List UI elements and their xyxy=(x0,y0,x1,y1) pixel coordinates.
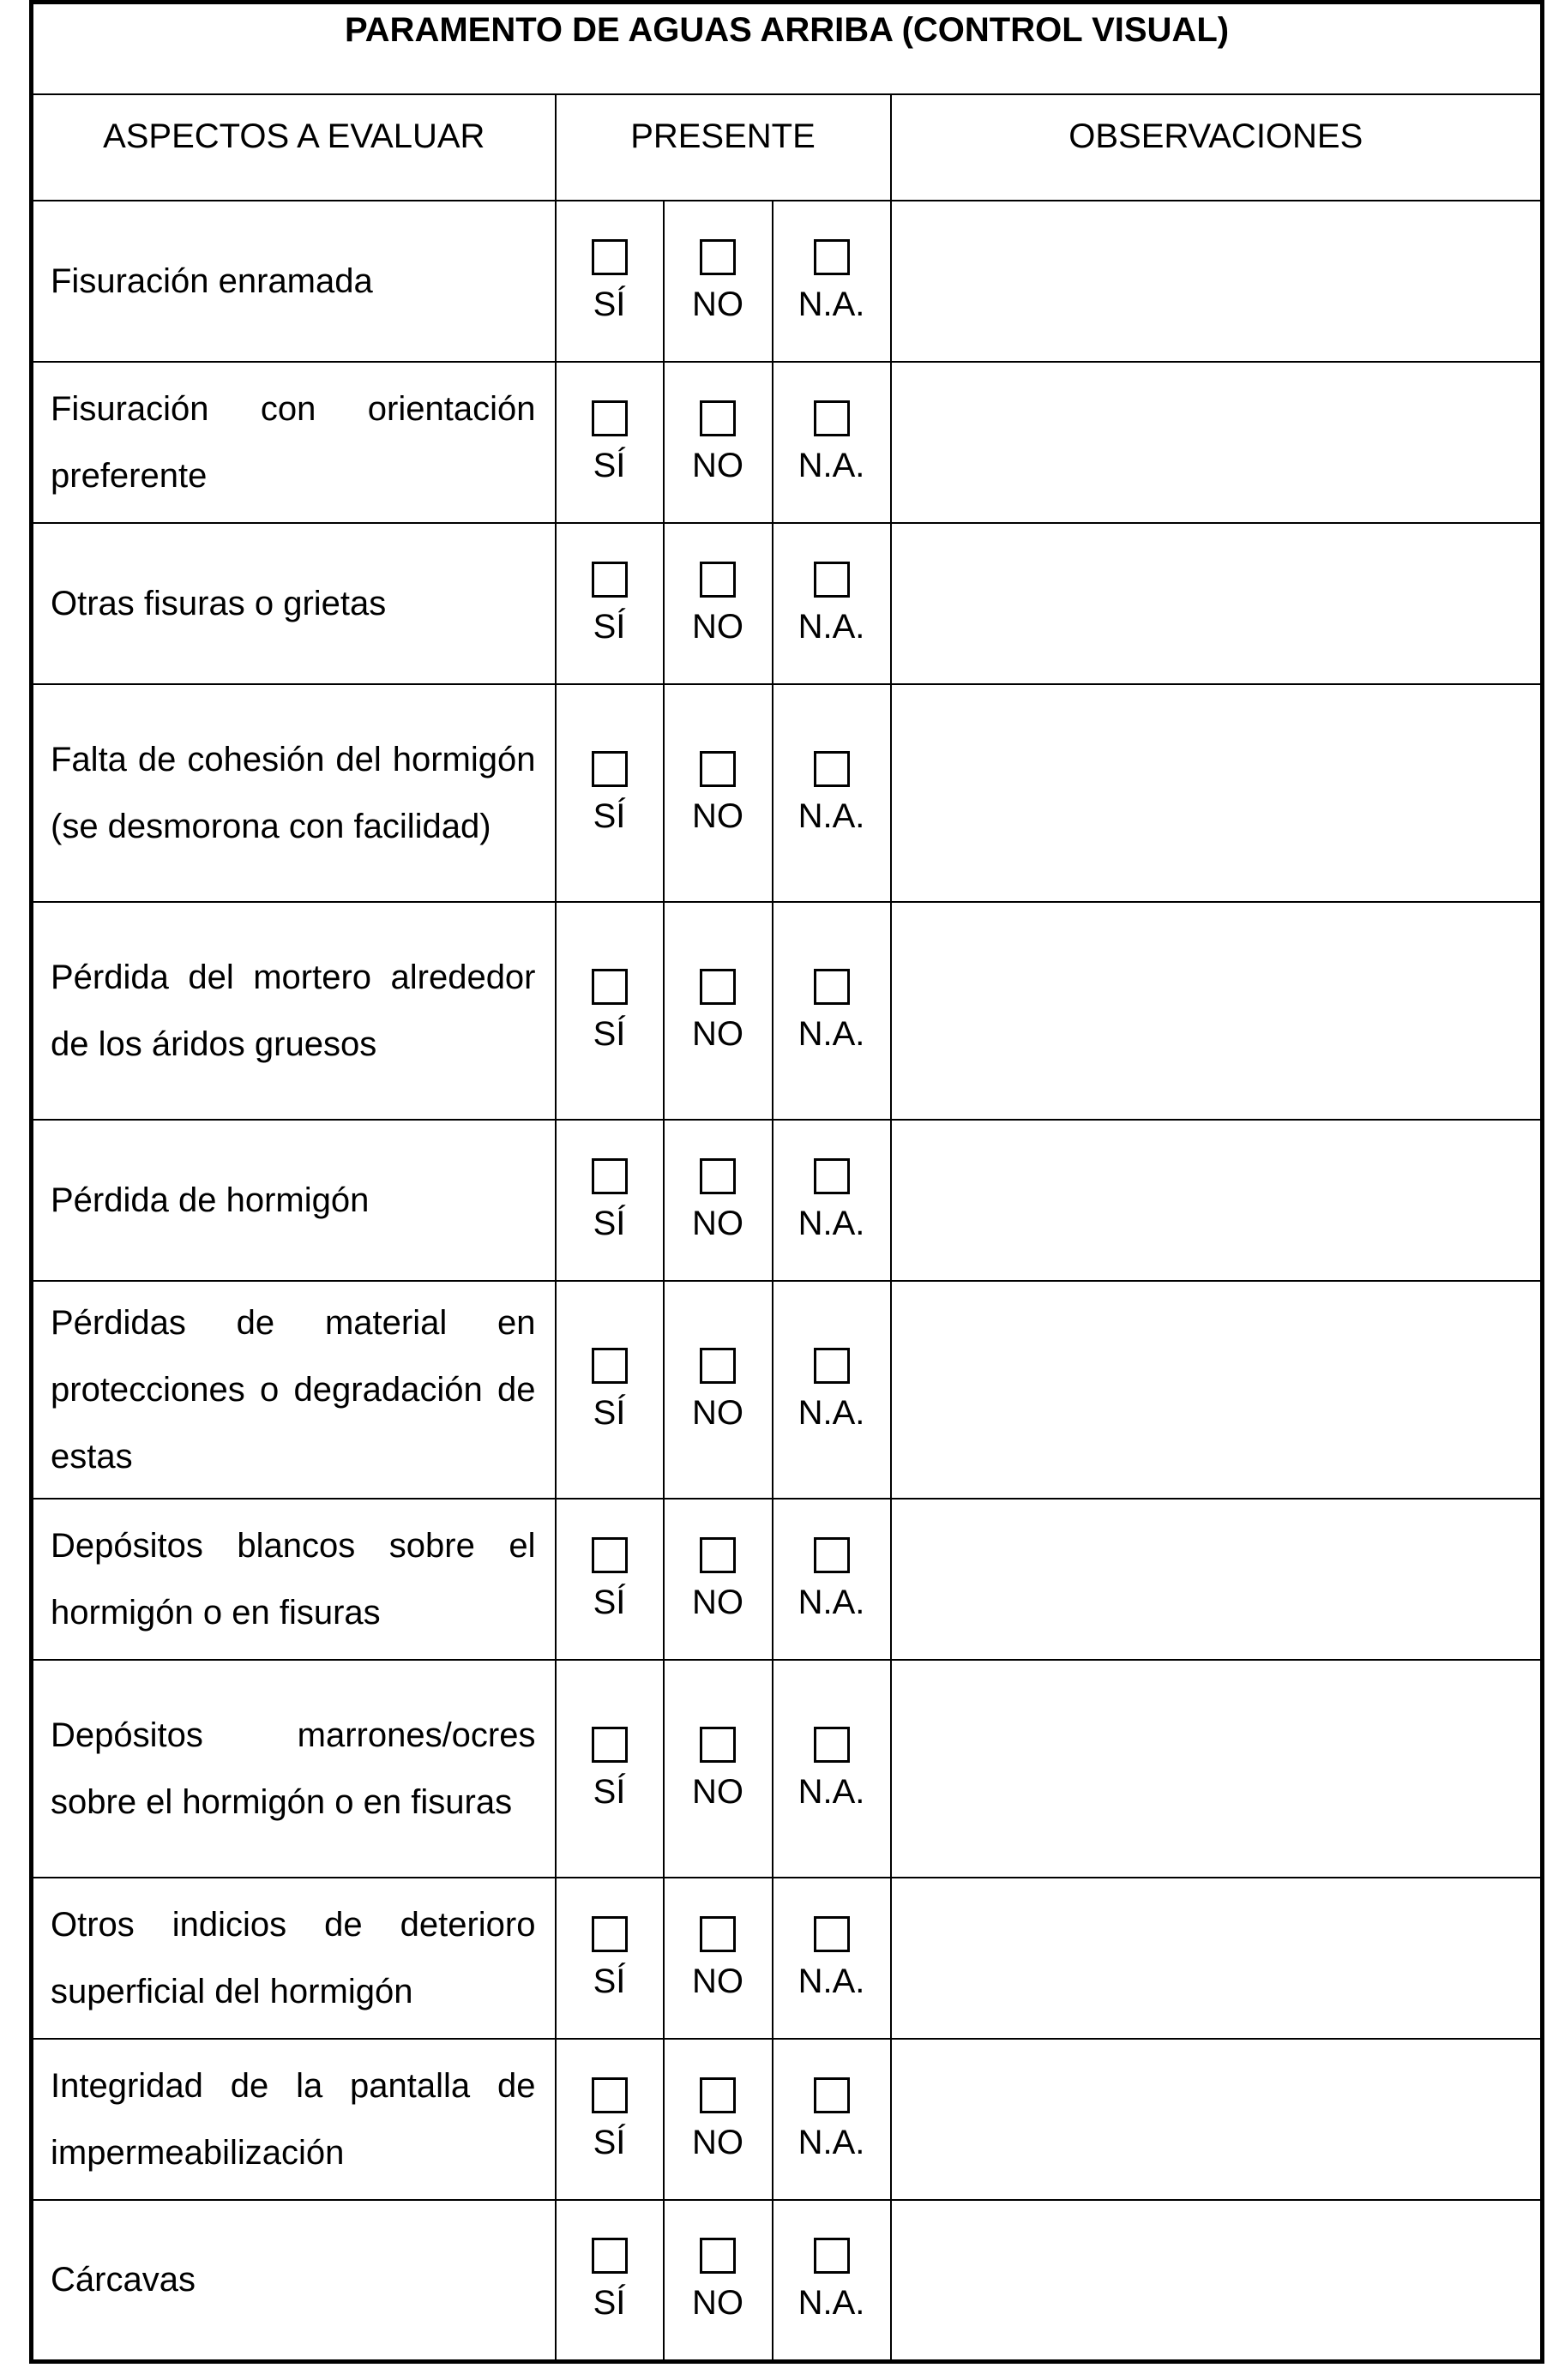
option-label-yes: SÍ xyxy=(593,1772,626,1811)
checkbox-na[interactable] xyxy=(814,562,850,598)
checkbox-na[interactable] xyxy=(814,751,850,787)
option-label-yes: SÍ xyxy=(593,1962,626,2000)
option-label-no: NO xyxy=(692,285,743,323)
checkbox-yes[interactable] xyxy=(592,2077,628,2113)
checkbox-yes[interactable] xyxy=(592,1158,628,1194)
option-cell-no xyxy=(664,1878,773,2039)
aspect-label: Integridad de la pantalla de impermeabilización xyxy=(32,2039,556,2200)
option-group xyxy=(557,751,663,836)
checkbox-yes[interactable] xyxy=(592,2238,628,2274)
aspect-label: Pérdidas de material en protecciones o degradación de estas xyxy=(32,1281,556,1499)
option-group xyxy=(557,1348,663,1433)
option-group xyxy=(665,562,772,646)
observations-field[interactable] xyxy=(891,523,1543,684)
option-group xyxy=(665,239,772,324)
option-cell-yes xyxy=(556,684,664,902)
option-group xyxy=(557,239,663,324)
option-label-na: N.A. xyxy=(798,1014,865,1053)
option-group xyxy=(557,969,663,1054)
checkbox-no[interactable] xyxy=(700,239,736,275)
option-group xyxy=(773,1537,890,1622)
checkbox-na[interactable] xyxy=(814,400,850,436)
option-label-na: N.A. xyxy=(798,1583,865,1621)
checkbox-na[interactable] xyxy=(814,1537,850,1573)
option-group xyxy=(773,562,890,646)
checkbox-no[interactable] xyxy=(700,1348,736,1384)
option-cell-no xyxy=(664,362,773,523)
checkbox-no[interactable] xyxy=(700,2077,736,2113)
option-group xyxy=(773,751,890,836)
option-cell-no xyxy=(664,201,773,362)
checkbox-yes[interactable] xyxy=(592,239,628,275)
option-cell-na xyxy=(773,1499,891,1660)
checklist-row xyxy=(32,2039,1543,2200)
checkbox-no[interactable] xyxy=(700,2238,736,2274)
checkbox-na[interactable] xyxy=(814,1727,850,1763)
option-label-no: NO xyxy=(692,1204,743,1242)
aspect-label: Cárcavas xyxy=(32,2200,556,2361)
option-group xyxy=(773,969,890,1054)
option-group xyxy=(557,1916,663,2001)
option-label-na: N.A. xyxy=(798,2123,865,2161)
checklist-row xyxy=(32,362,1543,523)
option-cell-na xyxy=(773,1281,891,1499)
checkbox-yes[interactable] xyxy=(592,1916,628,1952)
checkbox-yes[interactable] xyxy=(592,1348,628,1384)
option-label-no: NO xyxy=(692,1393,743,1432)
checkbox-yes[interactable] xyxy=(592,969,628,1005)
aspect-label: Otras fisuras o grietas xyxy=(32,523,556,684)
observations-field[interactable] xyxy=(891,1499,1543,1660)
option-cell-na xyxy=(773,1660,891,1878)
option-label-yes: SÍ xyxy=(593,607,626,646)
option-cell-no xyxy=(664,1281,773,1499)
checkbox-yes[interactable] xyxy=(592,1537,628,1573)
option-label-yes: SÍ xyxy=(593,446,626,484)
option-label-no: NO xyxy=(692,796,743,835)
option-group xyxy=(557,1537,663,1622)
option-group xyxy=(773,1158,890,1243)
option-group xyxy=(665,2077,772,2162)
option-label-no: NO xyxy=(692,607,743,646)
aspect-label: Pérdida de hormigón xyxy=(32,1120,556,1281)
aspect-label: Falta de cohesión del hormigón (se desmorona con facilidad) xyxy=(32,684,556,902)
checklist-row xyxy=(32,2200,1543,2361)
option-label-yes: SÍ xyxy=(593,1393,626,1432)
option-label-na: N.A. xyxy=(798,796,865,835)
checkbox-na[interactable] xyxy=(814,1348,850,1384)
option-group xyxy=(665,1348,772,1433)
option-cell-yes xyxy=(556,2200,664,2361)
observations-field[interactable] xyxy=(891,1281,1543,1499)
option-cell-yes xyxy=(556,523,664,684)
checklist-row xyxy=(32,1281,1543,1499)
option-cell-na xyxy=(773,2039,891,2200)
option-cell-yes xyxy=(556,2039,664,2200)
option-cell-yes xyxy=(556,1660,664,1878)
checklist-row xyxy=(32,902,1543,1120)
inspection-form-table xyxy=(29,0,1544,2364)
option-cell-na xyxy=(773,902,891,1120)
checklist-row xyxy=(32,523,1543,684)
option-label-na: N.A. xyxy=(798,1962,865,2000)
checklist-row xyxy=(32,1878,1543,2039)
option-group xyxy=(773,1916,890,2001)
option-label-yes: SÍ xyxy=(593,1204,626,1242)
option-cell-na xyxy=(773,1120,891,1281)
option-cell-no xyxy=(664,2039,773,2200)
option-label-no: NO xyxy=(692,2123,743,2161)
option-label-yes: SÍ xyxy=(593,2123,626,2161)
checkbox-na[interactable] xyxy=(814,2238,850,2274)
option-label-na: N.A. xyxy=(798,1393,865,1432)
aspect-label: Depósitos blancos sobre el hormigón o en fisuras xyxy=(32,1499,556,1660)
option-cell-yes xyxy=(556,362,664,523)
observations-field[interactable] xyxy=(891,2200,1543,2361)
option-cell-na xyxy=(773,2200,891,2361)
option-group xyxy=(773,2238,890,2323)
option-label-no: NO xyxy=(692,1583,743,1621)
checkbox-yes[interactable] xyxy=(592,751,628,787)
option-cell-na xyxy=(773,523,891,684)
observations-field[interactable] xyxy=(891,684,1543,902)
option-label-no: NO xyxy=(692,446,743,484)
option-label-yes: SÍ xyxy=(593,1014,626,1053)
option-label-no: NO xyxy=(692,2283,743,2322)
observations-field[interactable] xyxy=(891,1120,1543,1281)
option-group xyxy=(665,969,772,1054)
header-observations: OBSERVACIONES xyxy=(891,94,1543,201)
option-cell-na xyxy=(773,684,891,902)
aspect-label: Otros indicios de deterioro superficial del hormigón xyxy=(32,1878,556,2039)
option-label-na: N.A. xyxy=(798,1772,865,1811)
option-cell-yes xyxy=(556,1281,664,1499)
option-group xyxy=(773,400,890,485)
option-cell-yes xyxy=(556,1120,664,1281)
option-group xyxy=(665,1727,772,1812)
option-cell-no xyxy=(664,523,773,684)
checkbox-yes[interactable] xyxy=(592,400,628,436)
option-group xyxy=(665,2238,772,2323)
option-label-na: N.A. xyxy=(798,1204,865,1242)
option-cell-yes xyxy=(556,1499,664,1660)
checkbox-no[interactable] xyxy=(700,1916,736,1952)
option-group xyxy=(665,1158,772,1243)
option-group xyxy=(773,1727,890,1812)
option-label-yes: SÍ xyxy=(593,1583,626,1621)
option-group xyxy=(773,2077,890,2162)
option-group xyxy=(665,1537,772,1622)
checkbox-no[interactable] xyxy=(700,562,736,598)
option-cell-no xyxy=(664,1660,773,1878)
option-label-no: NO xyxy=(692,1014,743,1053)
observations-field[interactable] xyxy=(891,362,1543,523)
checkbox-yes[interactable] xyxy=(592,1727,628,1763)
option-cell-yes xyxy=(556,1878,664,2039)
observations-field[interactable] xyxy=(891,201,1543,362)
option-label-na: N.A. xyxy=(798,446,865,484)
checkbox-no[interactable] xyxy=(700,1537,736,1573)
checklist-row xyxy=(32,1660,1543,1878)
option-label-yes: SÍ xyxy=(593,796,626,835)
checkbox-yes[interactable] xyxy=(592,562,628,598)
checkbox-no[interactable] xyxy=(700,751,736,787)
observations-field[interactable] xyxy=(891,902,1543,1120)
option-label-na: N.A. xyxy=(798,2283,865,2322)
checkbox-na[interactable] xyxy=(814,969,850,1005)
checkbox-no[interactable] xyxy=(700,1158,736,1194)
form-title: PARAMENTO DE AGUAS ARRIBA (CONTROL VISUAL) xyxy=(32,3,1543,95)
checkbox-no[interactable] xyxy=(700,400,736,436)
option-cell-no xyxy=(664,2200,773,2361)
option-label-no: NO xyxy=(692,1962,743,2000)
option-group xyxy=(557,562,663,646)
option-group xyxy=(773,1348,890,1433)
option-group xyxy=(557,1727,663,1812)
checkbox-na[interactable] xyxy=(814,1916,850,1952)
option-cell-no xyxy=(664,1499,773,1660)
checkbox-na[interactable] xyxy=(814,239,850,275)
option-group xyxy=(773,239,890,324)
option-label-yes: SÍ xyxy=(593,285,626,323)
option-label-na: N.A. xyxy=(798,607,865,646)
option-cell-na xyxy=(773,201,891,362)
option-cell-no xyxy=(664,684,773,902)
checklist-row xyxy=(32,201,1543,362)
aspect-label: Depósitos marrones/ocres sobre el hormigón o en fisuras xyxy=(32,1660,556,1878)
option-group xyxy=(557,2238,663,2323)
checkbox-na[interactable] xyxy=(814,2077,850,2113)
checkbox-no[interactable] xyxy=(700,1727,736,1763)
header-present: PRESENTE xyxy=(556,94,891,201)
option-cell-no xyxy=(664,1120,773,1281)
option-group xyxy=(665,1916,772,2001)
option-label-na: N.A. xyxy=(798,285,865,323)
option-cell-no xyxy=(664,902,773,1120)
option-group xyxy=(557,2077,663,2162)
aspect-label: Pérdida del mortero alrededor de los áridos gruesos xyxy=(32,902,556,1120)
checklist-row xyxy=(32,1120,1543,1281)
option-group xyxy=(665,751,772,836)
option-group xyxy=(665,400,772,485)
option-cell-yes xyxy=(556,902,664,1120)
observations-field[interactable] xyxy=(891,1660,1543,1878)
checklist-row xyxy=(32,1499,1543,1660)
option-label-yes: SÍ xyxy=(593,2283,626,2322)
checkbox-no[interactable] xyxy=(700,969,736,1005)
observations-field[interactable] xyxy=(891,1878,1543,2039)
checkbox-na[interactable] xyxy=(814,1158,850,1194)
option-group xyxy=(557,400,663,485)
observations-field[interactable] xyxy=(891,2039,1543,2200)
aspect-label: Fisuración enramada xyxy=(32,201,556,362)
checklist-row xyxy=(32,684,1543,902)
checklist-body xyxy=(32,201,1543,2361)
option-group xyxy=(557,1158,663,1243)
option-cell-na xyxy=(773,1878,891,2039)
option-cell-na xyxy=(773,362,891,523)
option-label-no: NO xyxy=(692,1772,743,1811)
option-cell-yes xyxy=(556,201,664,362)
aspect-label: Fisuración con orientación preferente xyxy=(32,362,556,523)
header-aspects: ASPECTOS A EVALUAR xyxy=(32,94,556,201)
